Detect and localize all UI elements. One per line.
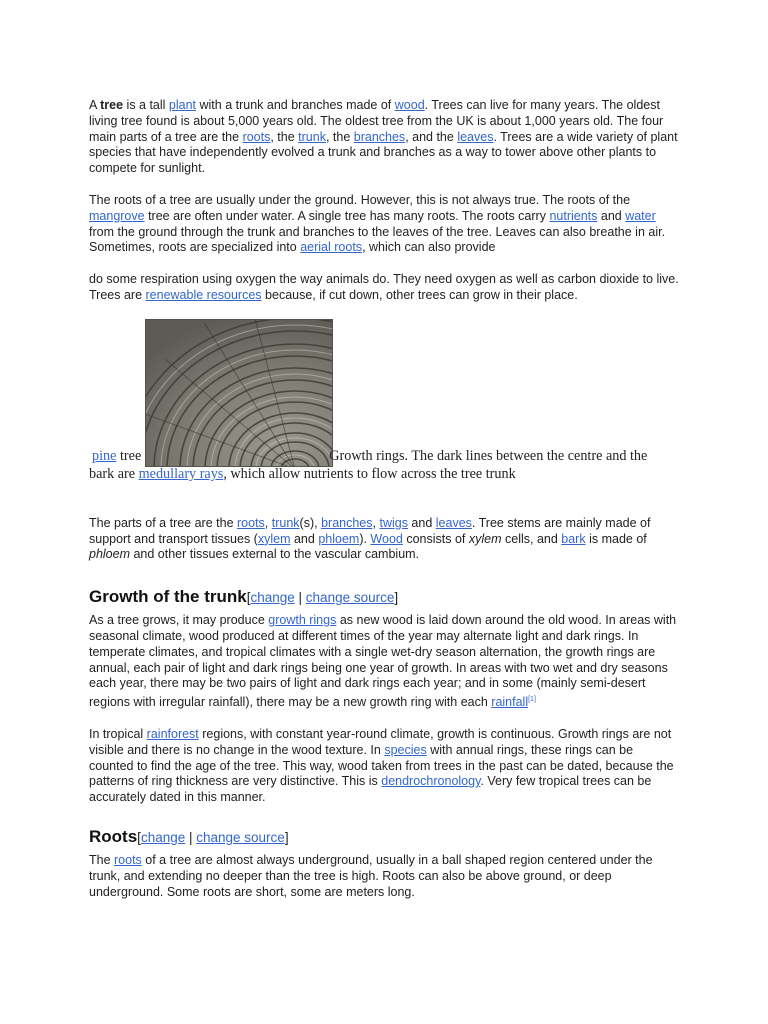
text: do some respiration using oxygen the way animals do. They need oxygen as well as carbon dioxide to live. Trees are	[89, 272, 679, 302]
link-roots[interactable]: roots	[237, 515, 265, 530]
italic-phloem: phloem	[89, 547, 130, 562]
link-twigs[interactable]: twigs	[379, 515, 408, 530]
text: tree	[116, 447, 142, 464]
link-renewable-resources[interactable]: renewable resources	[145, 287, 262, 302]
figure-caption-line-1	[89, 447, 681, 465]
text: , the	[270, 129, 299, 144]
figure-caption-line-2	[89, 465, 516, 483]
link-rainforest[interactable]: rainforest	[146, 727, 199, 742]
reference-1[interactable]: [1]	[528, 696, 536, 704]
text: , and the	[405, 129, 458, 144]
parts-paragraph	[89, 516, 681, 563]
link-xylem[interactable]: xylem	[257, 531, 291, 546]
bold-term-tree: tree	[100, 98, 124, 112]
text: and other tissues external to the vascular cambium.	[130, 547, 420, 562]
text: is made of	[585, 531, 647, 546]
change-source-link[interactable]: change source	[305, 590, 395, 606]
text: (s),	[299, 515, 322, 530]
link-leaves[interactable]: leaves	[457, 129, 494, 144]
growth-rings-figure	[89, 319, 681, 499]
link-wood[interactable]: wood	[394, 98, 425, 112]
text: ,	[372, 515, 380, 530]
link-rainfall[interactable]: rainfall	[491, 695, 529, 710]
change-link[interactable]: change	[250, 590, 295, 606]
text: and	[290, 531, 319, 546]
text: consists of	[402, 531, 469, 546]
change-link[interactable]: change	[140, 830, 186, 846]
text: . Trees can live for many years. The oldest living tree found is about 5,000 years old. The oldest tree from the UK is about 1,000 years old. The four main parts of a tree are the	[89, 98, 664, 144]
link-roots[interactable]: roots	[114, 853, 142, 868]
respiration-paragraph	[89, 272, 681, 304]
bracket-close: ]	[394, 590, 399, 606]
link-wood[interactable]: Wood	[370, 531, 403, 546]
bracket-open: [	[246, 590, 251, 606]
text: with annual rings, these rings can be counted to find the age of the tree. This way, wood taken from trees in the past can be dated, because the patterns of ring thickness are very distinctive. This is	[89, 742, 674, 789]
text: and	[407, 515, 436, 530]
text: ,	[264, 515, 272, 530]
tree-rings-photo	[145, 319, 333, 467]
text: , which can also provide	[362, 240, 496, 255]
text: from the ground through the trunk and branches to the leaves of the tree. Leaves can also breathe in air. Sometimes, roots are specialized into	[89, 224, 666, 255]
link-trunk[interactable]: trunk	[298, 129, 326, 144]
link-phloem[interactable]: phloem	[318, 531, 360, 546]
text: ).	[359, 531, 371, 546]
bracket-close: ]	[284, 830, 289, 846]
link-trunk[interactable]: trunk	[271, 515, 300, 530]
text: In tropical	[89, 727, 147, 742]
growth-paragraph	[89, 613, 681, 711]
intro-paragraph	[89, 98, 681, 177]
bracket-open: [	[137, 830, 141, 846]
link-bark[interactable]: bark	[561, 531, 586, 546]
text: . Very few tropical trees can be accurately dated in this manner.	[89, 774, 652, 805]
text: . Tree stems are mainly made of support and transport tissues (	[89, 515, 651, 546]
link-branches[interactable]: branches	[353, 129, 406, 144]
heading-roots	[89, 826, 681, 849]
edit-section-links	[247, 590, 398, 605]
link-medullary-rays[interactable]: medullary rays	[138, 465, 224, 482]
text: with a trunk and branches made of	[196, 98, 395, 112]
heading-title: Growth of the trunk	[89, 587, 247, 607]
text: As a tree grows, it may produce	[89, 613, 269, 628]
text: as new wood is laid down around the old wood. In areas with seasonal climate, wood produced at different times of the year may alternate light and dark rings. In temperate climates, and tropical climates with a single wet-dry season alternation, the growth rings are annual, each pair of light and dark rings being one year of growth. In areas with two wet and dry seasons each year, there may be two pairs of light and dark rings each year; and in some (mainly semi-desert regions with irregular rainfall), there may be a new growth ring with each	[89, 613, 677, 710]
text: regions, with constant year-round climate, growth is continuous. Growth rings are not visible and there is no change in the wood texture. In	[89, 727, 672, 757]
edit-section-links	[137, 830, 288, 845]
link-pine[interactable]: pine	[92, 447, 117, 464]
text: , the	[325, 129, 354, 144]
link-dendrochronology[interactable]: dendrochronology	[381, 774, 481, 789]
link-branches[interactable]: branches	[321, 515, 373, 530]
separator: |	[294, 590, 306, 606]
link-species[interactable]: species	[384, 742, 427, 757]
link-mangrove[interactable]: mangrove	[89, 208, 145, 223]
text: A	[89, 98, 101, 112]
text: The	[89, 853, 115, 868]
roots-paragraph	[89, 193, 681, 256]
link-water[interactable]: water	[625, 208, 656, 223]
roots-section-paragraph	[89, 853, 681, 900]
heading-growth-of-the-trunk	[89, 586, 681, 609]
text: , which allow nutrients to flow across the tree trunk	[223, 465, 516, 482]
italic-xylem: xylem	[468, 531, 502, 546]
text: cells, and	[501, 531, 562, 546]
link-leaves[interactable]: leaves	[435, 515, 472, 530]
text: tree are often under water. A single tree has many roots. The roots carry	[144, 208, 550, 223]
text: because, if cut down, other trees can grow in their place.	[261, 287, 578, 302]
text: of a tree are almost always underground, usually in a ball shaped region centered under the trunk, and extending no deeper than the tree is high. Roots can also be above ground, or deep underground. Some roots are short, some are meters long.	[89, 853, 653, 899]
text: The roots of a tree are usually under the ground. However, this is not always true. The roots of the	[89, 192, 631, 207]
separator: |	[185, 830, 197, 846]
text: bark are	[89, 465, 139, 482]
link-roots[interactable]: roots	[242, 129, 271, 144]
link-growth-rings[interactable]: growth rings	[268, 613, 337, 628]
article	[89, 98, 681, 900]
text: The parts of a tree are the	[89, 515, 237, 530]
text: and	[597, 208, 626, 223]
change-source-link[interactable]: change source	[196, 830, 285, 846]
tropical-paragraph	[89, 727, 681, 806]
tree-rings-image	[145, 319, 333, 467]
heading-title: Roots	[89, 827, 138, 847]
text: is a tall	[123, 98, 169, 112]
link-aerial-roots[interactable]: aerial roots	[300, 240, 363, 255]
figure-caption-text: Growth rings. The dark lines between the centre and the	[329, 447, 648, 464]
link-plant[interactable]: plant	[168, 98, 197, 112]
link-nutrients[interactable]: nutrients	[549, 208, 598, 223]
text: . Trees are a wide variety of plant species that have independently evolved a trunk and branches as a way to tower above other plants to compete for sunlight.	[89, 129, 678, 176]
